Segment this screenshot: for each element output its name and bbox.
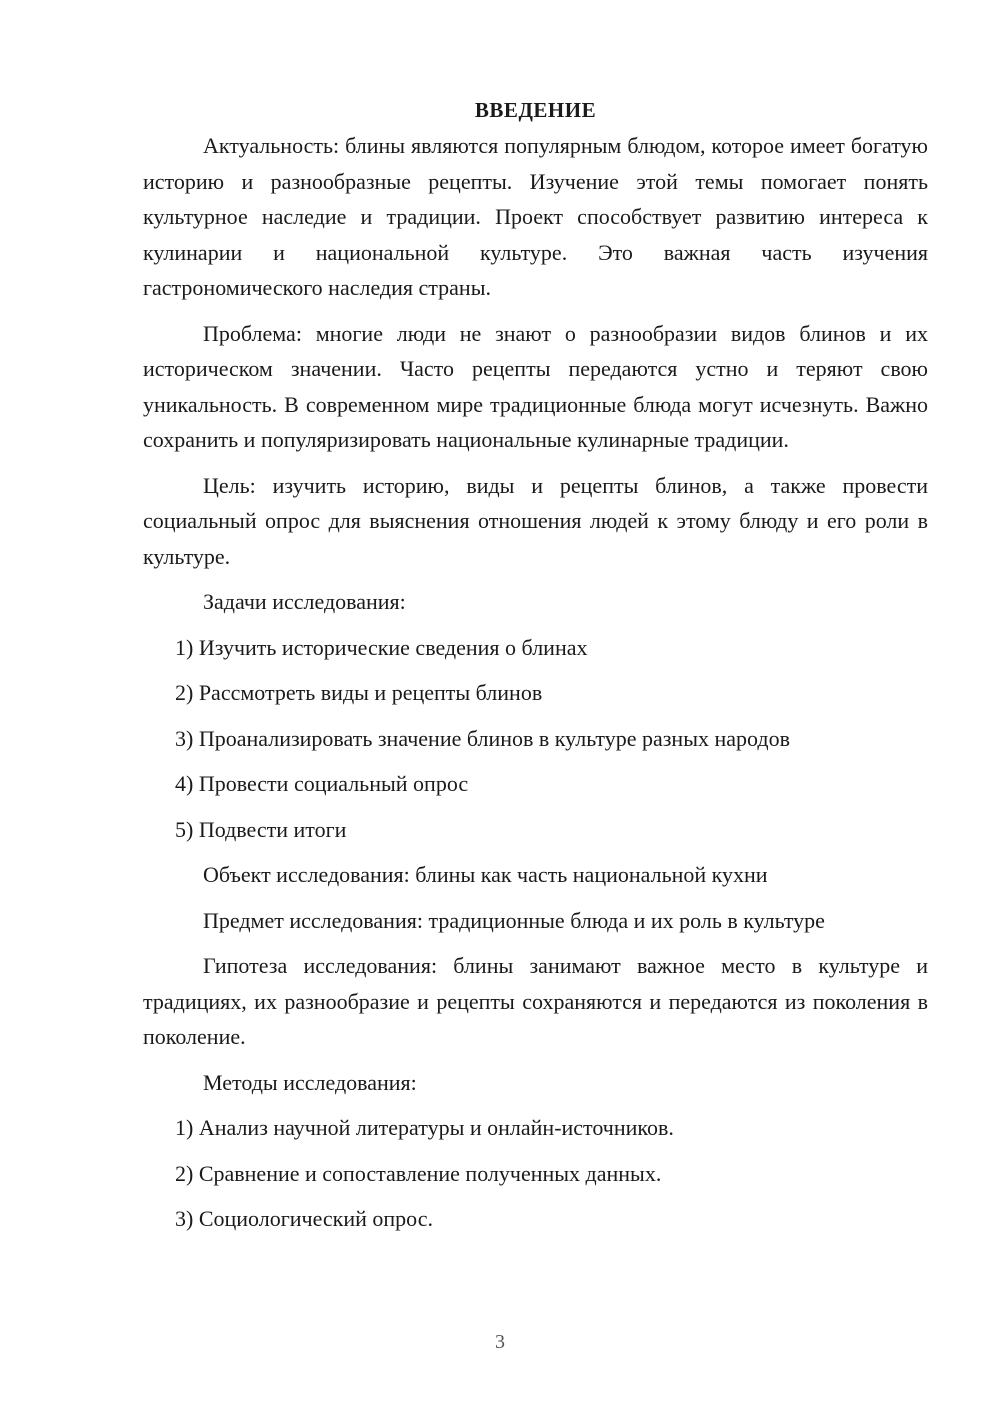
document-page xyxy=(143,92,928,1247)
list-item: 1) Изучить исторические сведения о блинах xyxy=(175,634,588,660)
relevance-paragraph: Актуальность: блины являются популярным блюдом, которое имеет богатую историю и разнообразные рецепты. Изучение этой темы помогает понять культурное наследие и традиции. Проект способствует развитию интереса к кулинарии и национальной культуре. Это важная часть изучения гастрономического наследия страны. xyxy=(143,133,928,300)
goal-paragraph: Цель: изучить историю, виды и рецепты блинов, а также провести социальный опрос для выяснения отношения людей к этому блюду и его роли в культуре. xyxy=(143,472,928,569)
object-line: Объект исследования: блины как часть национальной кухни xyxy=(203,862,768,887)
list-item: 1) Анализ научной литературы и онлайн-источников. xyxy=(175,1115,674,1140)
subject-line: Предмет исследования: традиционные блюда и их роль в культуре xyxy=(203,907,825,933)
tasks-heading: Задачи исследования: xyxy=(203,589,406,614)
list-item: 5) Подвести итоги xyxy=(175,816,347,842)
tasks-list xyxy=(143,630,928,848)
list-item: 2) Рассмотреть виды и рецепты блинов xyxy=(175,680,543,705)
methods-list xyxy=(143,1110,928,1237)
hypothesis-paragraph: Гипотеза исследования: блины занимают важное место в культуре и традициях, их разнообразие и рецепты сохраняются и передаются из поколения в поколение. xyxy=(143,953,928,1049)
methods-heading: Методы исследования: xyxy=(203,1069,417,1095)
section-title: ВВЕДЕНИЕ xyxy=(474,98,597,122)
page-number: 3 xyxy=(495,1331,505,1353)
problem-paragraph: Проблема: многие люди не знают о разнообразии видов блинов и их историческом значении. Часто рецепты передаются устно и теряют свою уникальность. В современном мире традиционные блюда могут исчезнуть. Важно сохранить и популяризировать национальные кулинарные традиции. xyxy=(143,320,928,452)
list-item: 4) Провести социальный опрос xyxy=(175,771,469,796)
list-item: 3) Социологический опрос. xyxy=(175,1206,433,1231)
list-item: 2) Сравнение и сопоставление полученных данных. xyxy=(175,1160,662,1186)
list-item: 3) Проанализировать значение блинов в культуре разных народов xyxy=(175,725,790,751)
